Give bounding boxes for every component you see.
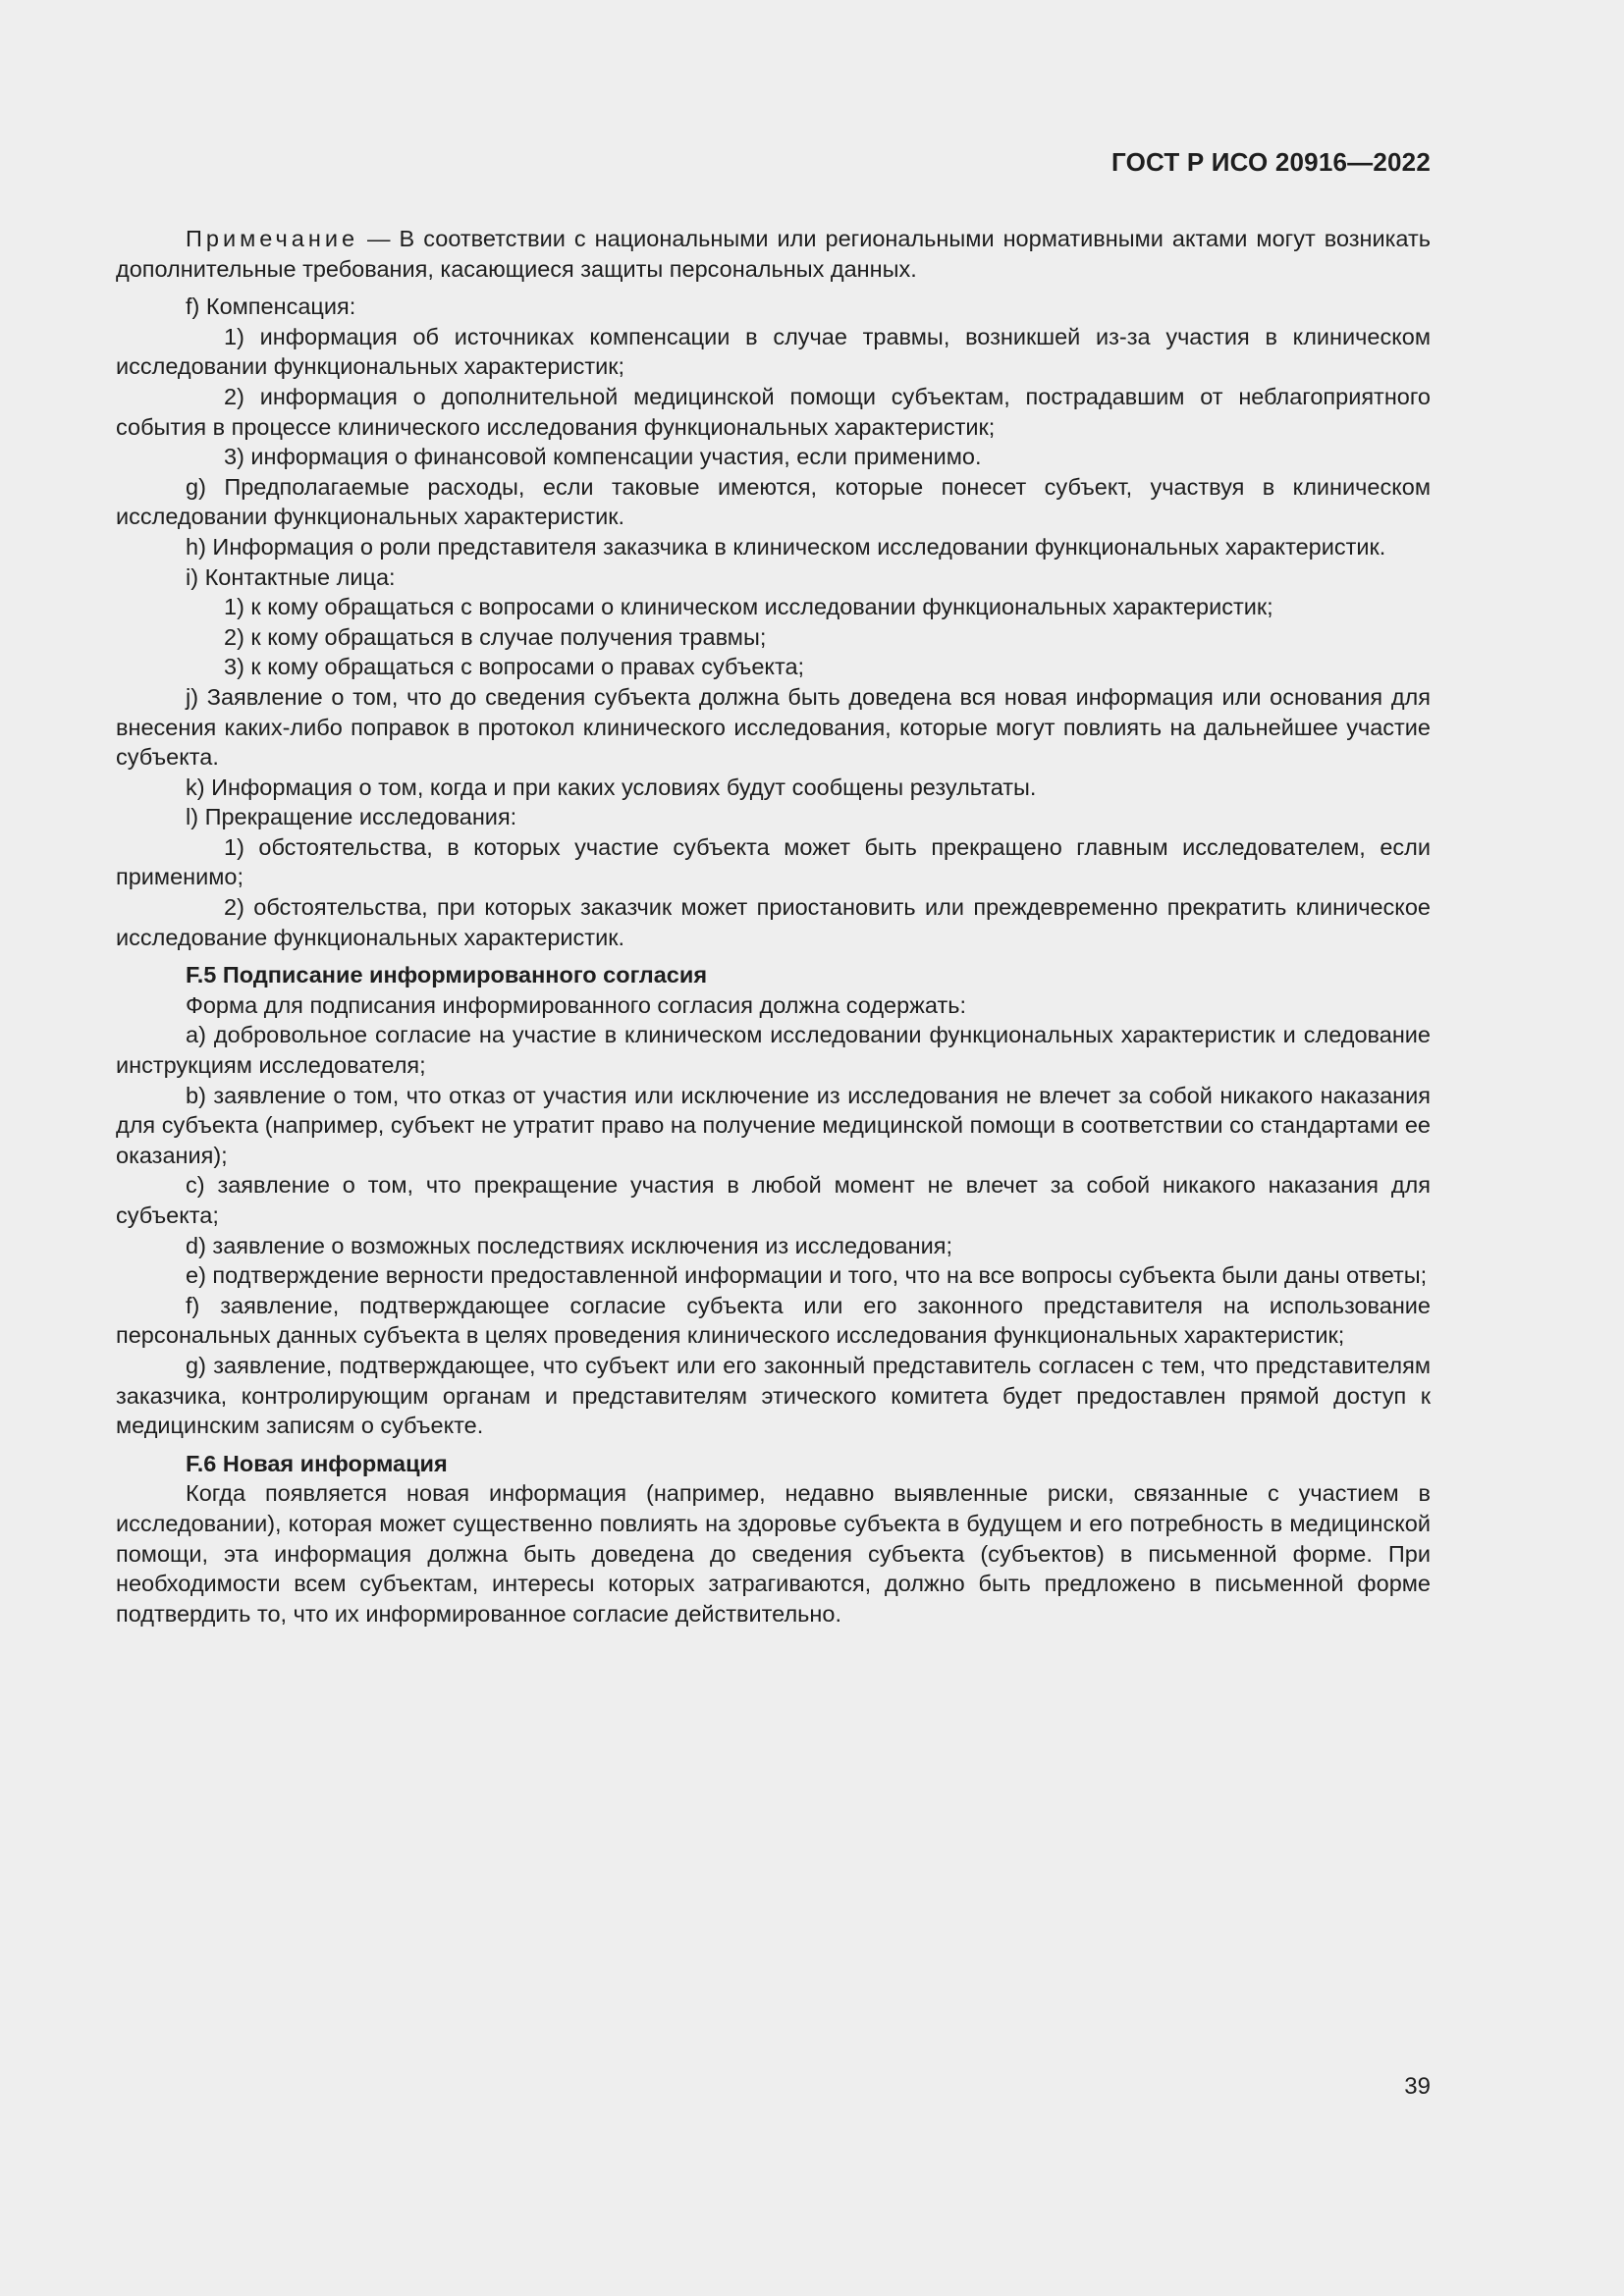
list-item-f3: 3) информация о финансовой компенсации участия, если применимо. bbox=[224, 444, 982, 470]
section-heading-f5: F.5 Подписание информированного согласия bbox=[186, 962, 708, 988]
list-item-j: j) Заявление о том, что до сведения субъекта должна быть доведена вся новая информация или основания для внесения каких-либо поправок в протокол клинического исследования, которые могут повлиять на дальнейшее участие субъекта. bbox=[116, 683, 1431, 771]
page-content bbox=[116, 224, 1431, 1629]
page-number: 39 bbox=[1404, 2073, 1431, 2100]
section-f5-item-c: c) заявление о том, что прекращение участия в любой момент не влечет за собой никакого наказания для субъекта; bbox=[116, 1172, 1431, 1228]
section-f5-item-d: d) заявление о возможных последствиях исключения из исследования; bbox=[186, 1232, 952, 1258]
section-f5-item-f: f) заявление, подтверждающее согласие субъекта или его законного представителя на использование персональных данных субъекта в целях проведения клинического исследования функциональных характеристик; bbox=[116, 1292, 1431, 1349]
list-item-f1: 1) информация об источниках компенсации в случае травмы, возникшей из-за участия в клиническом исследовании функциональных характеристик; bbox=[116, 323, 1431, 380]
note-text: — В соответствии с национальными или региональными нормативными актами могут возникать дополнительные требования, касающиеся защиты персональных данных. bbox=[116, 226, 1431, 282]
section-f5-item-g: g) заявление, подтверждающее, что субъект или его законный представитель согласен с тем, что представителям заказчика, контролирующим органам и представителям этического комитета будет предоставлен прямой доступ к медицинским записям о субъекте. bbox=[116, 1352, 1431, 1439]
section-f6-text: Когда появляется новая информация (например, недавно выявленные риски, связанные с участием в исследовании), которая может существенно повлиять на здоровье субъекта в будущем и его потребность в медицинской помощи, эта информация должна быть доведена до сведения субъекта (субъектов) в письменной форме. При необходимости всем субъектам, интересы которых затрагиваются, должно быть предложено в письменной форме подтвердить то, что их информированное согласие действительно. bbox=[116, 1480, 1431, 1627]
list-item-i2: 2) к кому обращаться в случае получения травмы; bbox=[224, 623, 767, 650]
note-paragraph bbox=[116, 224, 1431, 284]
list-item-l2: 2) обстоятельства, при которых заказчик может приостановить или преждевременно прекратить клиническое исследование функциональных характеристик. bbox=[116, 894, 1431, 950]
section-f5-intro: Форма для подписания информированного согласия должна содержать: bbox=[186, 991, 966, 1018]
list-item-f2: 2) информация о дополнительной медицинской помощи субъектам, пострадавшим от неблагоприятного события в процессе клинического исследования функциональных характеристик; bbox=[116, 383, 1431, 440]
list-item-i1: 1) к кому обращаться с вопросами о клиническом исследовании функциональных характеристик; bbox=[224, 594, 1273, 620]
note-label: Примечание bbox=[186, 226, 359, 251]
list-item-i3: 3) к кому обращаться с вопросами о правах субъекта; bbox=[224, 654, 805, 680]
section-f5-item-a: a) добровольное согласие на участие в клиническом исследовании функциональных характеристик и следование инструкциям исследователя; bbox=[116, 1022, 1431, 1079]
section-f5-item-b: b) заявление о том, что отказ от участия или исключение из исследования не влечет за собой никакого наказания для субъекта (например, субъект не утратит право на получение медицинской помощи в соответствии со стандартами ее оказания); bbox=[116, 1082, 1431, 1168]
list-item-k: k) Информация о том, когда и при каких условиях будут сообщены результаты. bbox=[186, 774, 1037, 800]
section-f5-item-e: e) подтверждение верности предоставленной информации и того, что на все вопросы субъекта были даны ответы; bbox=[186, 1262, 1428, 1289]
list-item-g: g) Предполагаемые расходы, если таковые имеются, которые понесет субъект, участвуя в клиническом исследовании функциональных характеристик. bbox=[116, 473, 1431, 530]
document-id-header: ГОСТ Р ИСО 20916—2022 bbox=[1110, 147, 1431, 177]
list-item-l: l) Прекращение исследования: bbox=[186, 804, 517, 830]
section-heading-f6: F.6 Новая информация bbox=[186, 1450, 448, 1476]
list-item-f: f) Компенсация: bbox=[186, 294, 356, 320]
list-item-h: h) Информация о роли представителя заказчика в клиническом исследовании функциональных характеристик. bbox=[186, 533, 1386, 560]
list-item-l1: 1) обстоятельства, в которых участие субъекта может быть прекращено главным исследователем, если применимо; bbox=[116, 833, 1431, 890]
list-item-i: i) Контактные лица: bbox=[186, 563, 396, 590]
